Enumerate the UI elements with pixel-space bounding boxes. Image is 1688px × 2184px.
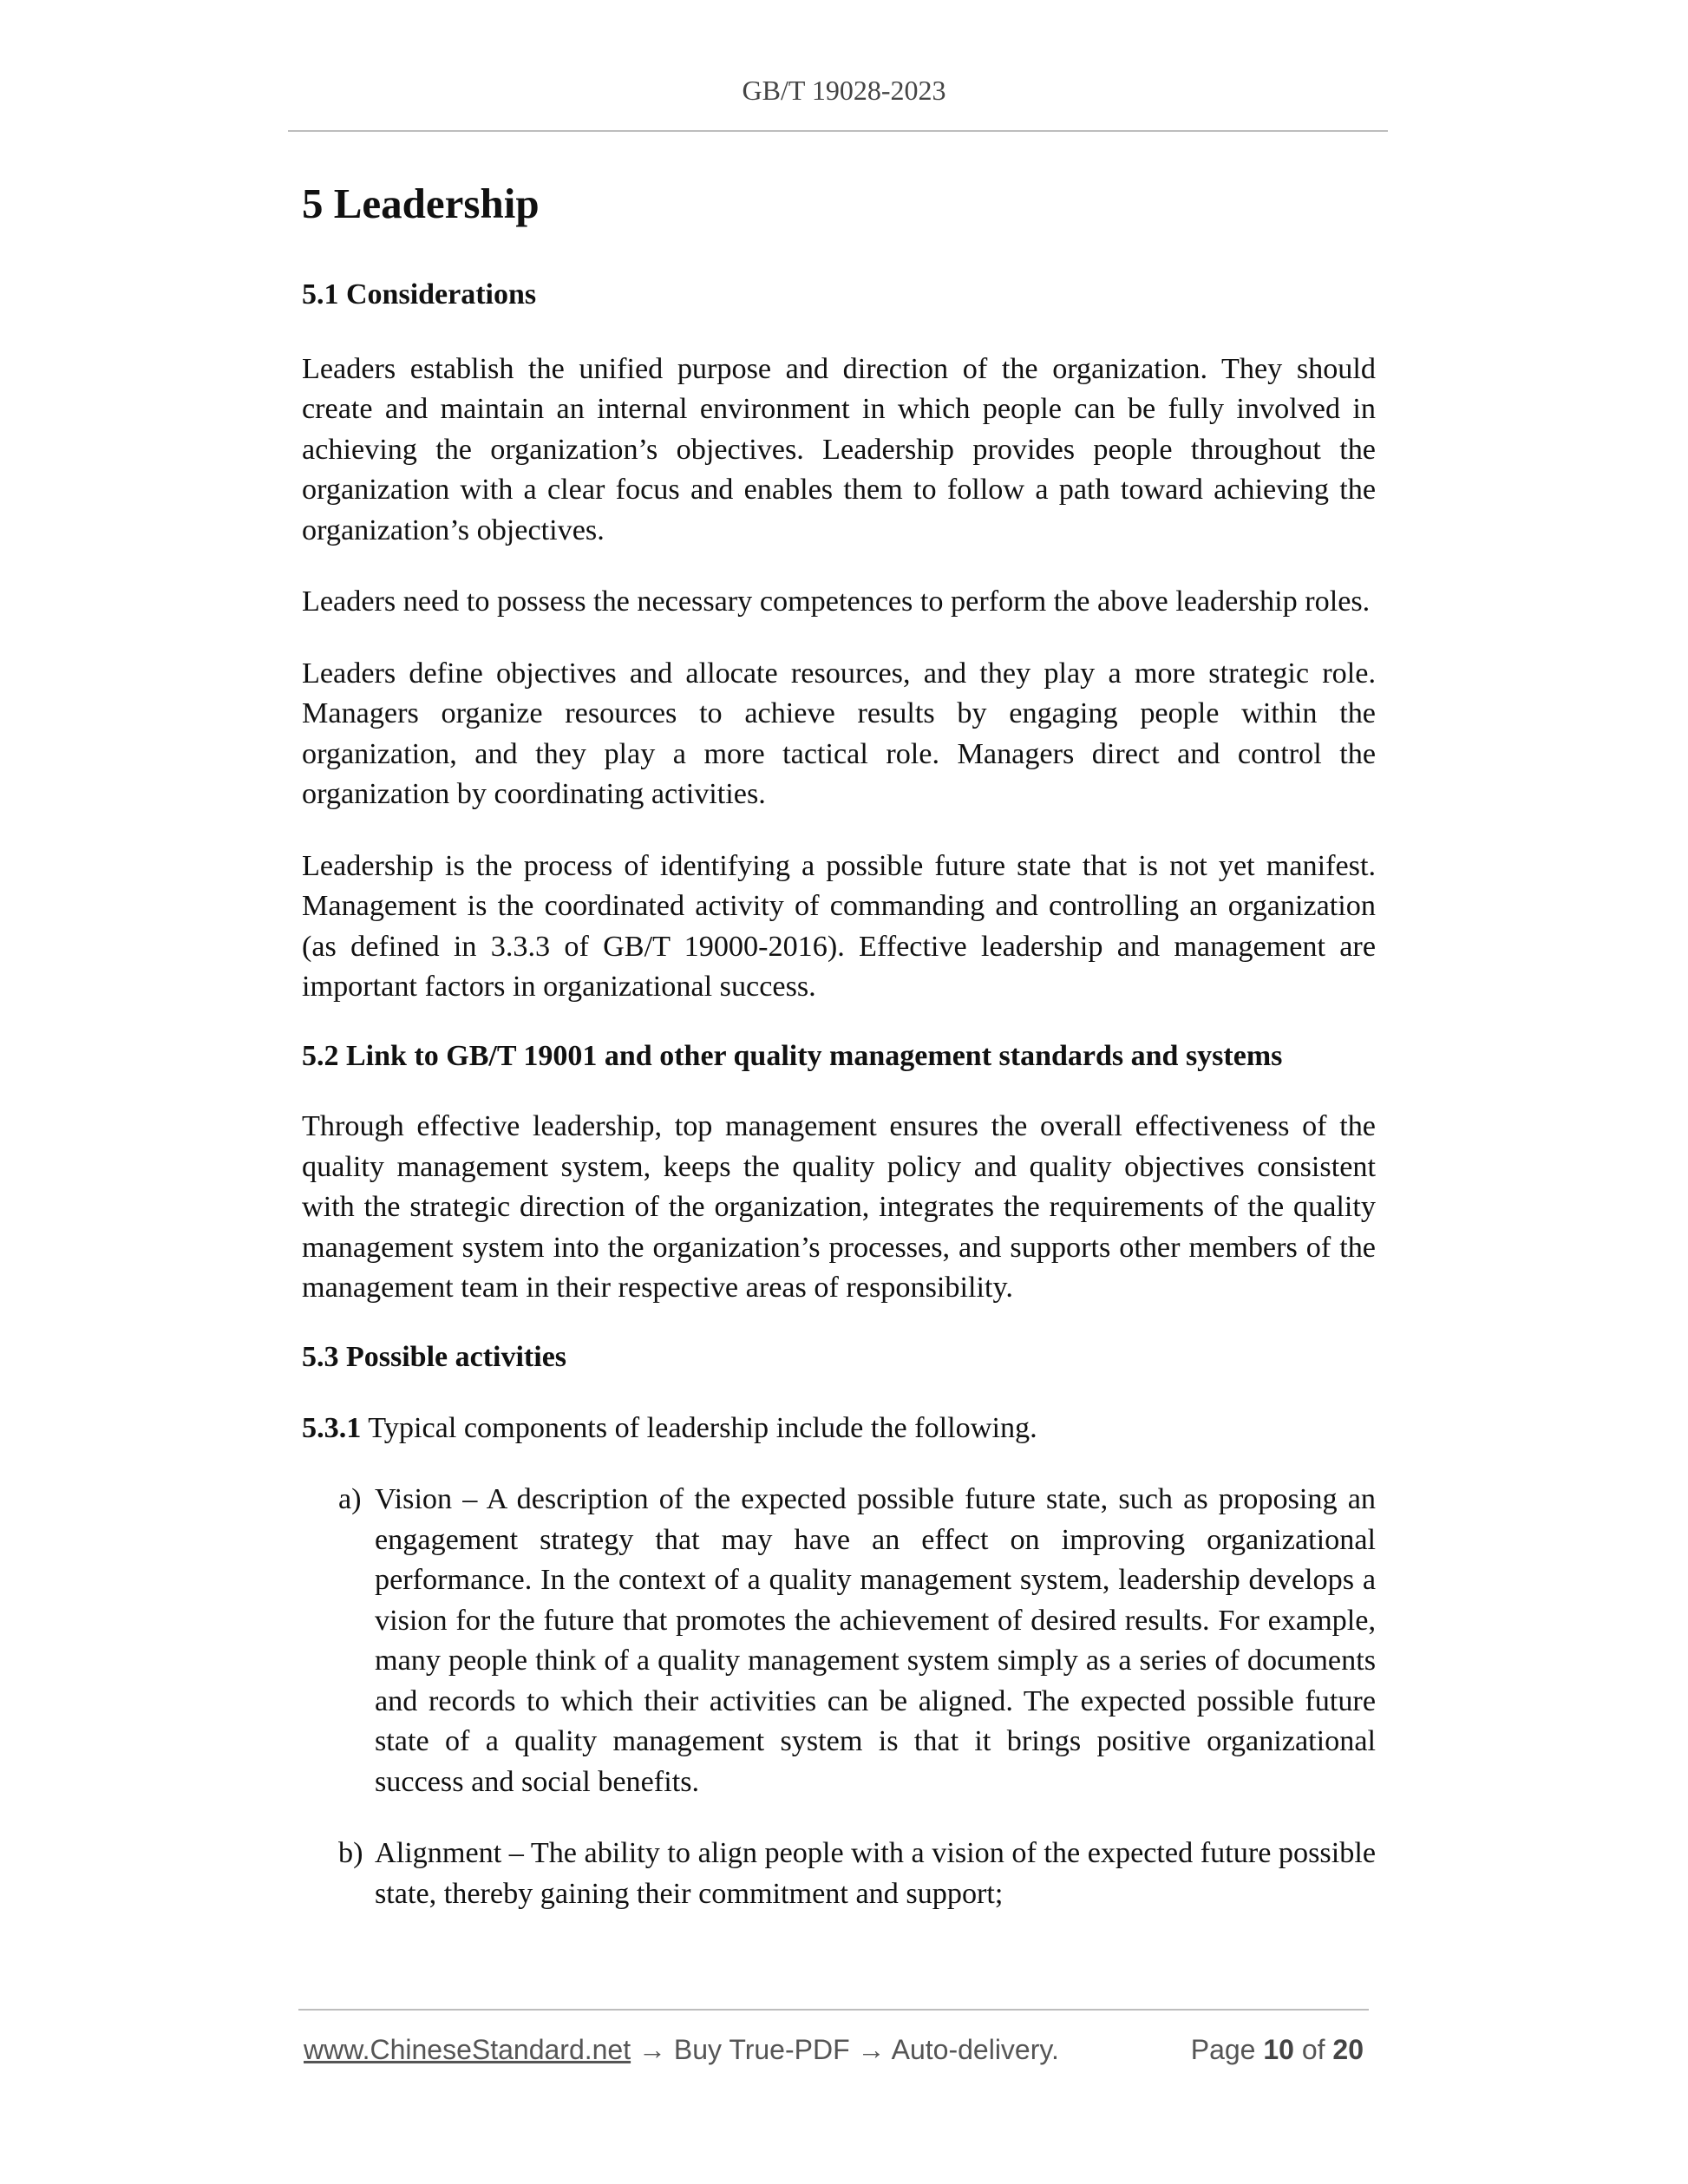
components-list xyxy=(338,1480,1376,1914)
list-item xyxy=(338,1834,1376,1914)
page-indicator xyxy=(1191,2034,1364,2066)
paragraph: Leaders establish the unified purpose and direction of the organization. They should create and maintain an internal environment in which people can be fully involved in achieving the organization’s objectives. Leadership provides people throughout the organization with a clear focus and enables them to follow a path toward achieving the organization’s objectives. xyxy=(302,352,1376,546)
section-title: 5 Leadership xyxy=(302,180,540,227)
clause-text: Typical components of leadership include the following. xyxy=(361,1411,1037,1444)
footer-divider xyxy=(298,2009,1369,2011)
subsection-title-5-1: 5.1 Considerations xyxy=(302,278,537,311)
page-current: 10 xyxy=(1263,2033,1294,2065)
clause-paragraph xyxy=(302,1409,1376,1449)
list-marker: a) xyxy=(338,1483,362,1516)
page-of: of xyxy=(1301,2033,1325,2065)
paragraph: Leaders define objectives and allocate resources, and they play a more strategic role. Managers organize resources to achieve results by engaging people within the organization, and they play a more tactical role. Managers direct and control the organization by coordinating activities. xyxy=(302,657,1376,811)
page-content xyxy=(302,173,1376,1945)
header-divider xyxy=(288,130,1388,132)
list-item xyxy=(338,1480,1376,1802)
subsection-title-5-2: 5.2 Link to GB/T 19001 and other quality management standards and systems xyxy=(302,1039,1283,1072)
document-id-header: GB/T 19028-2023 xyxy=(742,75,946,106)
page-label: Page xyxy=(1190,2033,1256,2065)
footer-promo xyxy=(304,2034,1059,2066)
page-footer xyxy=(304,2028,1364,2071)
subsection-title-5-3: 5.3 Possible activities xyxy=(302,1340,567,1373)
page-total: 20 xyxy=(1332,2033,1364,2065)
promo-text: → Buy True-PDF → Auto-delivery. xyxy=(631,2033,1059,2065)
list-item-text: Alignment – The ability to align people with a vision of the expected future possible state, thereby gaining their commitment and support; xyxy=(375,1837,1376,1910)
clause-number: 5.3.1 xyxy=(302,1411,362,1444)
list-marker: b) xyxy=(338,1837,363,1870)
paragraph: Leadership is the process of identifying a possible future state that is not yet manifest. Management is the coordinated activity of commanding and controlling an organization (as defined in 3.3.3 of GB/T 19000-2016). Effective leadership and management are important factors in organizational success. xyxy=(302,849,1376,1004)
paragraph: Leaders need to possess the necessary competences to perform the above leadership roles. xyxy=(302,585,1371,618)
paragraph: Through effective leadership, top management ensures the overall effectiveness of the quality management system, keeps the quality policy and quality objectives consistent with the strategic direction of the organization, integrates the requirements of the quality management system into the organization’s processes, and supports other members of the management team in their respective areas of responsibility. xyxy=(302,1110,1376,1305)
website-link[interactable]: www.ChineseStandard.net xyxy=(304,2033,631,2065)
list-item-text: Vision – A description of the expected possible future state, such as proposing an engagement strategy that may have an effect on improving organizational performance. In the context of a quality management system, leadership develops a vision for the future that promotes the achievement of desired results. For example, many people think of a quality management system simply as a series of documents and records to which their activities can be aligned. The expected possible future state of a quality management system is that it brings positive organizational success and social benefits. xyxy=(375,1483,1376,1798)
